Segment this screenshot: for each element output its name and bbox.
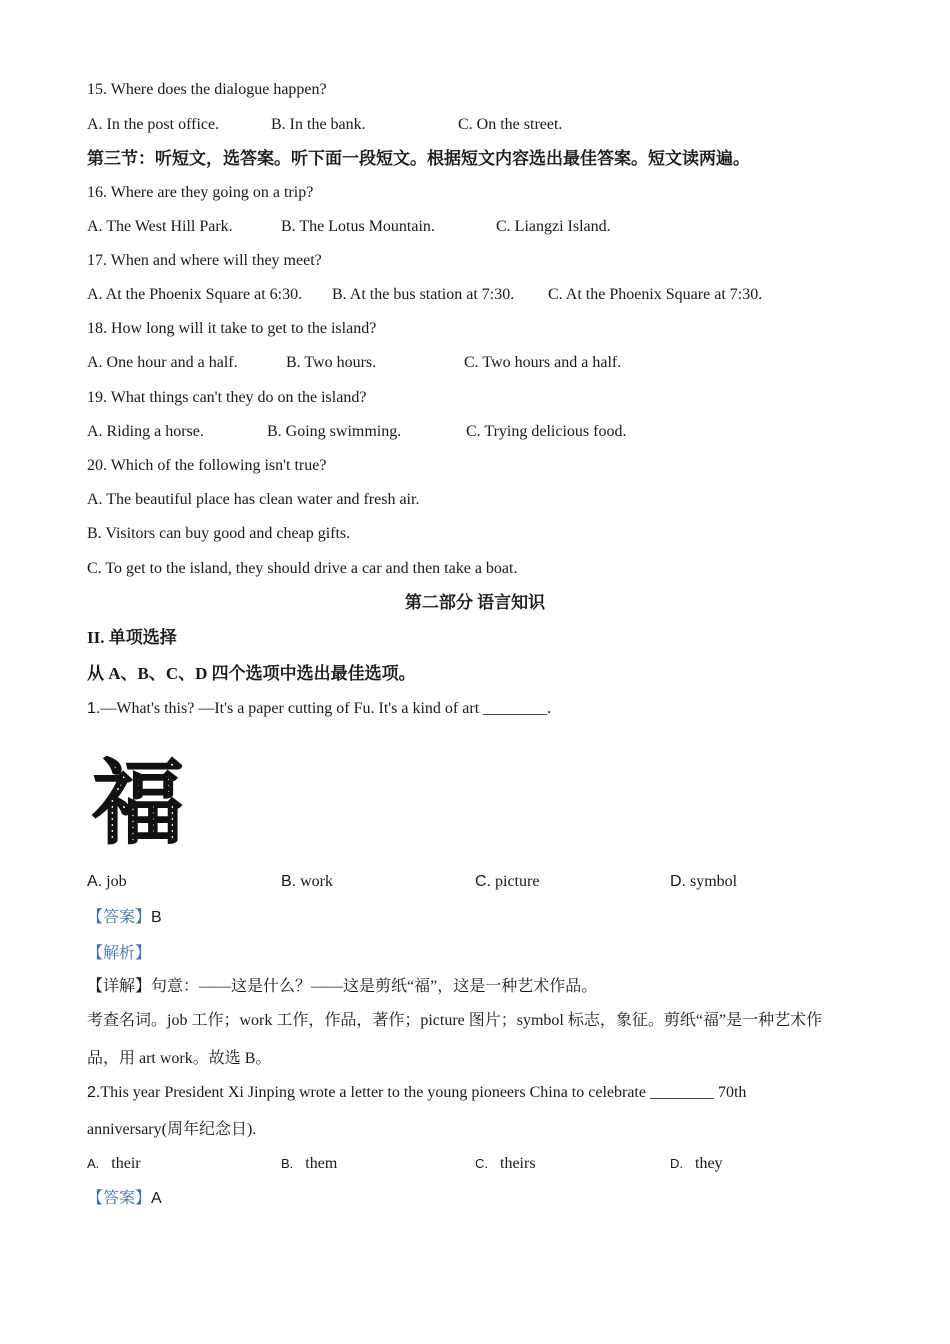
question-1-number: 1. [87, 700, 101, 717]
instructions: 从 A、B、C、D 四个选项中选出最佳选项。 [87, 664, 416, 683]
q2-option-a: A. their [87, 1155, 141, 1172]
q18-option-b: B. Two hours. [286, 354, 377, 371]
question-2-number: 2. [87, 1084, 101, 1101]
section-3-heading: 第三节：听短文，选答案。听下面一段短文。根据短文内容选出最佳答案。短文读两遍。 [87, 149, 750, 168]
question-1-text: —What's this? —It's a paper cutting of Fu. It's a kind of art ________. [100, 700, 552, 717]
q20-option-c: C. To get to the island, they should drive a car and then take a boat. [87, 560, 518, 577]
q1-option-b: B. work [281, 873, 334, 890]
question-2-line-1 [87, 1083, 746, 1103]
q1-option-a: A. job [87, 873, 127, 890]
q17-option-c: C. At the Phoenix Square at 7:30. [548, 286, 763, 303]
q1-option-c: C. picture [475, 873, 540, 890]
q18-option-c: C. Two hours and a half. [464, 354, 622, 371]
q17-option-b: B. At the bus station at 7:30. [332, 286, 515, 303]
question-15: 15. Where does the dialogue happen? [87, 81, 327, 98]
answer-1 [87, 908, 162, 928]
question-16: 16. Where are they going on a trip? [87, 184, 314, 201]
question-1 [87, 699, 551, 719]
q20-option-a: A. The beautiful place has clean water and fresh air. [87, 491, 420, 508]
answer-tag: 【答案】 [87, 909, 152, 926]
q16-option-c: C. Liangzi Island. [496, 218, 611, 235]
question-19: 19. What things can't they do on the island? [87, 389, 367, 406]
question-2-line-2: anniversary(周年纪念日). [87, 1121, 257, 1138]
q20-option-b: B. Visitors can buy good and cheap gifts. [87, 525, 351, 542]
q15-option-a: A. In the post office. [87, 116, 220, 133]
q2-option-d: D. they [670, 1155, 723, 1172]
answer-value: A [151, 1190, 162, 1207]
explanation-1-line-1: 考查名词。job 工作；work 工作，作品，著作；picture 图片；symbol 标志，象征。剪纸“福”是一种艺术作 [87, 1012, 823, 1029]
question-20: 20. Which of the following isn't true? [87, 457, 327, 474]
q19-option-b: B. Going swimming. [267, 423, 402, 440]
q19-option-c: C. Trying delicious food. [466, 423, 627, 440]
section-ii-heading: II. 单项选择 [87, 628, 177, 647]
q15-option-b: B. In the bank. [271, 116, 366, 133]
answer-tag: 【答案】 [87, 1190, 152, 1207]
q16-option-b: B. The Lotus Mountain. [281, 218, 435, 235]
question-2-text: This year President Xi Jinping wrote a letter to the young pioneers China to celebrate ________ 70th [100, 1084, 747, 1101]
q2-option-c: C. theirs [475, 1155, 536, 1172]
question-18: 18. How long will it take to get to the island? [87, 320, 377, 337]
fu-glyph: 福 [92, 750, 184, 849]
q2-option-b: B. them [281, 1155, 338, 1172]
paper-cutting-fu-image [92, 745, 184, 849]
q1-option-d: D. symbol [670, 873, 738, 890]
q15-option-c: C. On the street. [458, 116, 563, 133]
answer-value: B [151, 909, 162, 926]
analysis-tag: 【解析】 [87, 945, 152, 962]
q16-option-a: A. The West Hill Park. [87, 218, 233, 235]
answer-2 [87, 1189, 162, 1209]
explanation-1-line-2: 品，用 art work。故选 B。 [87, 1050, 272, 1067]
q19-option-a: A. Riding a horse. [87, 423, 204, 440]
part-2-heading: 第二部分 语言知识 [404, 593, 546, 612]
q18-option-a: A. One hour and a half. [87, 354, 238, 371]
q17-option-a: A. At the Phoenix Square at 6:30. [87, 286, 303, 303]
question-17: 17. When and where will they meet? [87, 252, 322, 269]
detail-1: 【详解】句意：——这是什么？——这是剪纸“福”，这是一种艺术作品。 [87, 978, 598, 995]
